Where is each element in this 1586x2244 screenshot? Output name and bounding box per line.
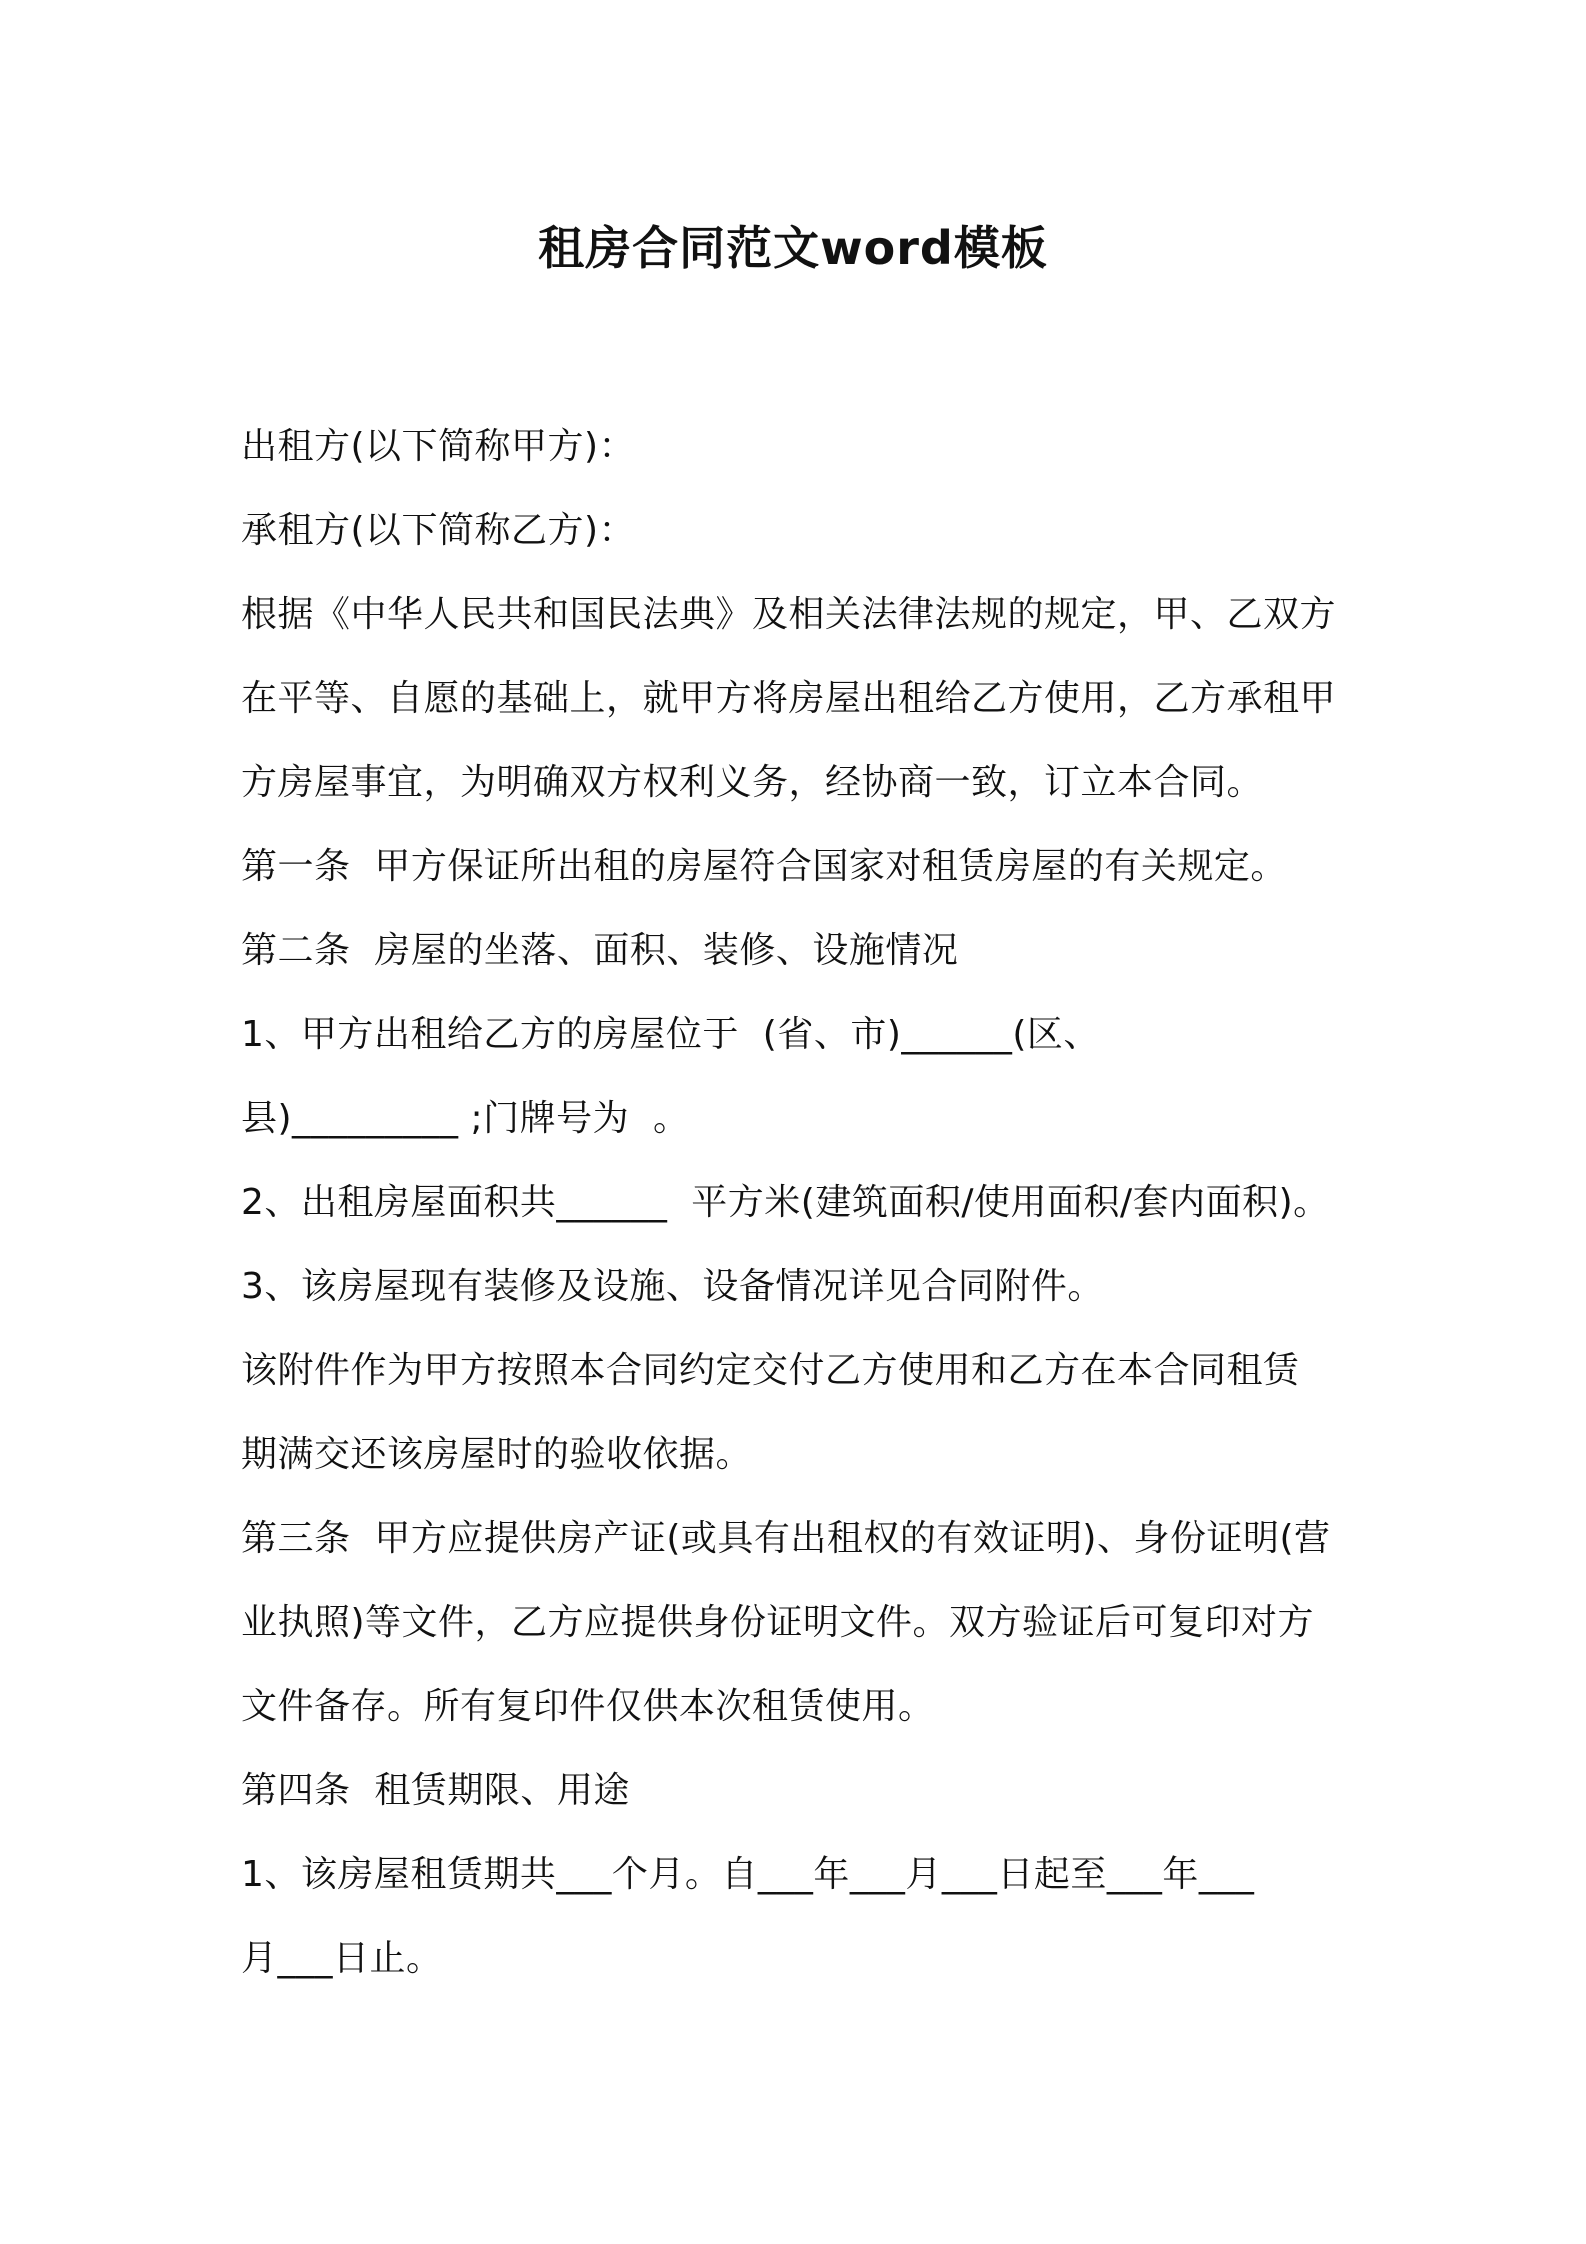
article-2-attachment-line-1: 该附件作为甲方按照本合同约定交付乙方使用和乙方在本合同租赁 <box>241 1350 1300 1391</box>
article-2-item-1-line-2: 县)_________ ;门牌号为 。 <box>241 1098 690 1139</box>
document-body <box>241 405 1361 2001</box>
article-3-line-2: 业执照)等文件，乙方应提供身份证明文件。双方验证后可复印对方 <box>241 1602 1315 1643</box>
article-4-item-1-line-2: 月___日止。 <box>241 1938 443 1979</box>
paragraph-lessor: 出租方(以下简称甲方)： <box>241 426 636 467</box>
article-2-item-1-line-1: 1、甲方出租给乙方的房屋位于 (省、市)______(区、 <box>241 1014 1100 1055</box>
paragraph-preamble-line-3: 方房屋事宜，为明确双方权利义务，经协商一致，订立本合同。 <box>241 762 1264 803</box>
article-2-attachment-line-2: 期满交还该房屋时的验收依据。 <box>241 1434 753 1475</box>
document-title: 租房合同范文word模板 <box>538 221 1048 275</box>
article-3-line-1: 第三条 甲方应提供房产证(或具有出租权的有效证明)、身份证明(营 <box>241 1518 1331 1559</box>
article-4-heading: 第四条 租赁期限、用途 <box>241 1770 630 1811</box>
article-3-line-3: 文件备存。所有复印件仅供本次租赁使用。 <box>241 1686 935 1727</box>
article-2-item-3: 3、该房屋现有装修及设施、设备情况详见合同附件。 <box>241 1266 1104 1307</box>
paragraph-preamble-line-2: 在平等、自愿的基础上，就甲方将房屋出租给乙方使用，乙方承租甲 <box>241 678 1337 719</box>
article-2-item-2: 2、出租房屋面积共______ 平方米(建筑面积/使用面积/套内面积)。 <box>241 1182 1330 1223</box>
article-2-heading: 第二条 房屋的坐落、面积、装修、设施情况 <box>241 930 959 971</box>
article-1: 第一条 甲方保证所出租的房屋符合国家对租赁房屋的有关规定。 <box>241 846 1287 887</box>
paragraph-lessee: 承租方(以下简称乙方)： <box>241 510 636 551</box>
article-4-item-1-line-1: 1、该房屋租赁期共___个月。自___年___月___日起至___年___ <box>241 1854 1255 1895</box>
paragraph-preamble-line-1: 根据《中华人民共和国民法典》及相关法律法规的规定，甲、乙双方 <box>241 594 1337 635</box>
